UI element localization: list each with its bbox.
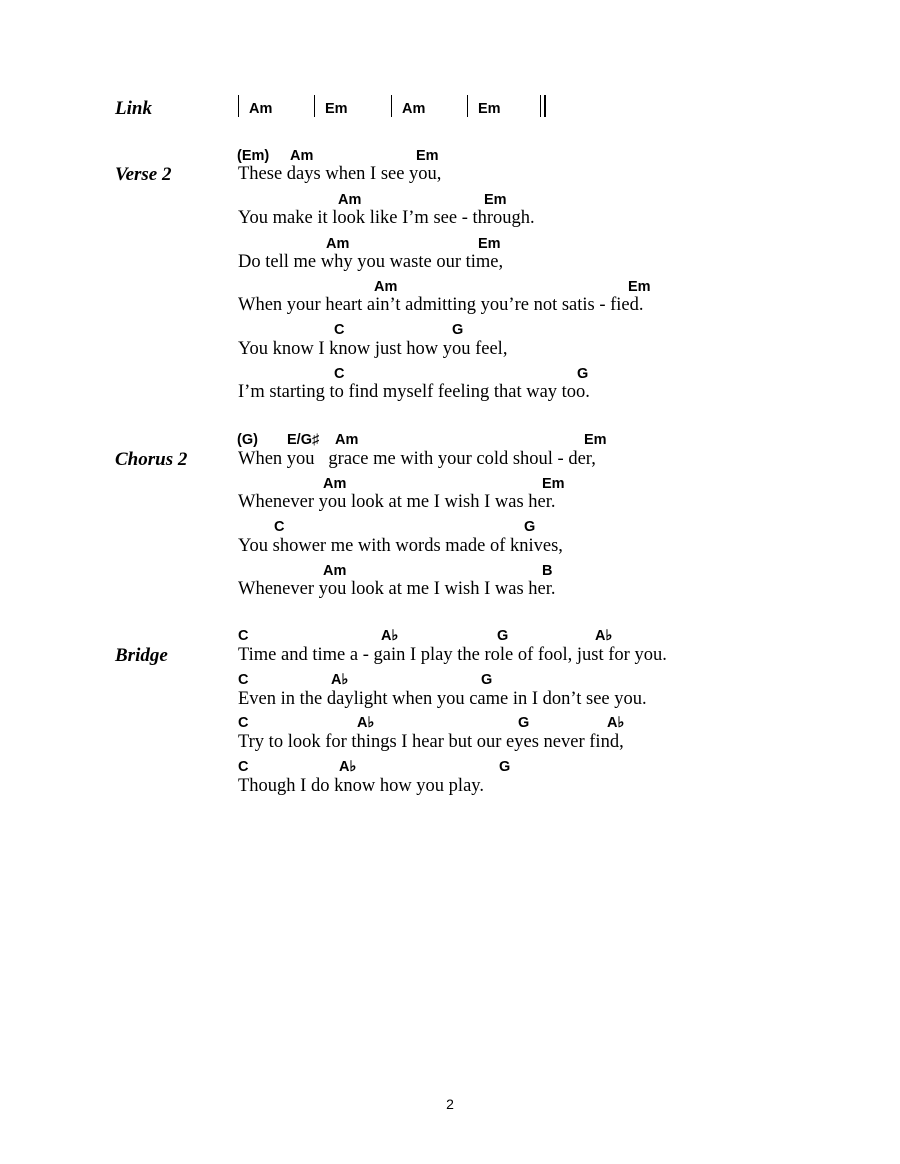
section-label-verse-2: Verse 2 (115, 164, 172, 185)
chord: C (238, 759, 249, 775)
chord: C (238, 715, 249, 731)
chord: A♭ (357, 715, 375, 731)
chord: Em (628, 279, 651, 295)
chord: (G) (237, 432, 258, 448)
chord: Em (416, 148, 439, 164)
chord: G (524, 519, 536, 535)
lyric-line: Whenever you look at me I wish I was her. (238, 492, 556, 512)
barline (467, 95, 468, 117)
chord: A♭ (339, 759, 357, 775)
chord: Am (326, 236, 350, 252)
chord: Am (402, 101, 426, 117)
lyric-line: Though I do know how you play. (238, 776, 484, 796)
chord: (Em) (237, 148, 270, 164)
chord: Am (338, 192, 362, 208)
lyric-line: Try to look for things I hear but our eyes never find, (238, 732, 624, 752)
lyric-line: Whenever you look at me I wish I was her. (238, 579, 556, 599)
chord: A♭ (381, 628, 399, 644)
chord: Em (542, 476, 565, 492)
lyric-line: You know I know just how you feel, (238, 339, 508, 359)
section-label-chorus-2: Chorus 2 (115, 449, 188, 470)
chord: C (334, 366, 345, 382)
chord: Am (249, 101, 273, 117)
page-number: 2 (446, 1096, 454, 1112)
chord: C (238, 628, 249, 644)
chord: A♭ (331, 672, 349, 688)
chord: B (542, 563, 553, 579)
lyric-line: You make it look like I’m see - through. (238, 208, 535, 228)
section-label-bridge: Bridge (115, 645, 168, 666)
lyric-line: These days when I see you, (238, 164, 442, 184)
lyric-line: When your heart ain’t admitting you’re not satis - fied. (238, 295, 644, 315)
barline (391, 95, 392, 117)
chord: E/G♯ (287, 432, 320, 448)
final-barline (540, 95, 541, 117)
lyric-line: Time and time a - gain I play the role of fool, just for you. (238, 645, 667, 665)
chord: G (497, 628, 509, 644)
final-barline-thick (544, 95, 546, 117)
chord: Em (584, 432, 607, 448)
lyric-line: When you grace me with your cold shoul - der, (238, 449, 596, 469)
chord: Am (374, 279, 398, 295)
chord: Am (323, 563, 347, 579)
chord: Em (325, 101, 348, 117)
lyric-line: You shower me with words made of knives, (238, 536, 563, 556)
chord: Em (478, 101, 501, 117)
chord: C (334, 322, 345, 338)
chord: G (577, 366, 589, 382)
chord: G (452, 322, 464, 338)
lyric-line: Do tell me why you waste our time, (238, 252, 504, 272)
chord: Am (290, 148, 314, 164)
chord: C (238, 672, 249, 688)
barline (238, 95, 239, 117)
lyric-line: I’m starting to find myself feeling that way too. (238, 382, 590, 402)
chord: A♭ (607, 715, 625, 731)
barline (314, 95, 315, 117)
section-label-link: Link (115, 98, 152, 119)
chord: Am (335, 432, 359, 448)
chord: G (499, 759, 511, 775)
chord: Em (478, 236, 501, 252)
chord: Em (484, 192, 507, 208)
chord: C (274, 519, 285, 535)
chord: G (481, 672, 493, 688)
chord: Am (323, 476, 347, 492)
chord: G (518, 715, 530, 731)
lyric-line: Even in the daylight when you came in I don’t see you. (238, 689, 647, 709)
chord: A♭ (595, 628, 613, 644)
